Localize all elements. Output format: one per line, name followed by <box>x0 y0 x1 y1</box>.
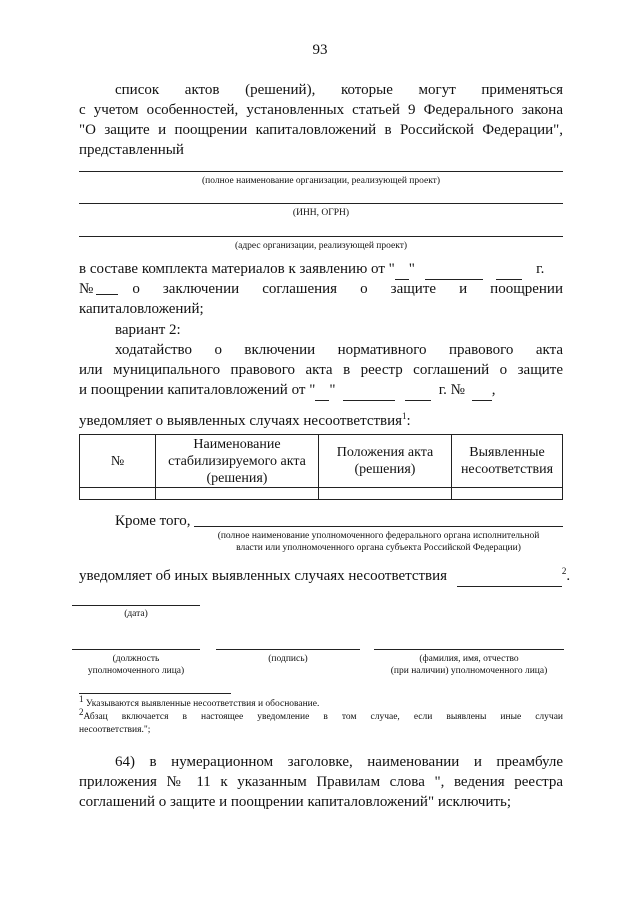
variant1-line-3: капиталовложений; <box>79 301 204 317</box>
intro-line-2: с учетом особенностей, установленных статьей 9 Федерального закона <box>79 102 563 118</box>
footnote-2-line-1 <box>79 706 563 723</box>
footnote-2-text: Абзац включается в настоящее уведомление в том случае, если выявлены иные случаи <box>83 712 563 722</box>
date-line <box>72 605 200 606</box>
variant1-text: в составе комплекта материалов к заявлению от " <box>79 261 395 277</box>
intro-line-4: представленный <box>79 142 184 158</box>
number-blank <box>96 279 118 295</box>
variant2-line-3 <box>79 380 495 401</box>
org-name-line <box>79 171 563 172</box>
inn-ogrn-caption: (ИНН, ОГРН) <box>292 208 350 218</box>
variant2-year-number: г. № <box>438 382 465 398</box>
variant2-quote: " <box>329 382 336 398</box>
variant1-year-suffix: г. <box>536 261 545 277</box>
address-caption: (адрес организации, реализующей проект) <box>234 241 408 251</box>
notify-other-blank <box>457 571 562 587</box>
sign-caption: (подпись) <box>268 654 308 664</box>
table-cell[interactable] <box>319 488 452 500</box>
authority-caption-2: власти или уполномоченного органа субъекта Российской Федерации) <box>236 543 521 553</box>
variant2-comma: , <box>491 382 496 398</box>
intro-line-3: "О защите и поощрении капиталовложений в Российской Федерации", <box>79 122 563 138</box>
variant1-line-1 <box>79 259 563 280</box>
notify-line <box>79 411 411 432</box>
authority-line <box>194 526 563 527</box>
acts-table <box>79 434 563 500</box>
footnote-ref-2: 2 <box>561 566 567 576</box>
position-caption-2: уполномоченного лица) <box>87 666 185 676</box>
v2-year-blank <box>405 385 431 401</box>
item64-line-3: соглашений о защите и поощрении капиталовложений" исключить; <box>79 794 512 810</box>
variant1-line-2 <box>79 279 563 300</box>
notify-other-period: . <box>566 568 571 584</box>
footnote-separator <box>79 693 231 694</box>
month-blank <box>425 264 483 280</box>
footnote-2-line-2: несоответствия."; <box>79 725 151 735</box>
org-name-caption: (полное наименование организации, реализующей проект) <box>201 176 440 186</box>
header-act-provisions: Положения акта (решения) <box>319 435 452 488</box>
number-sign: № <box>79 281 94 297</box>
footnote-1-ref: 1 <box>79 693 84 704</box>
variant2-line-2: или муниципального правового акта в реестр соглашений о защите <box>79 362 563 378</box>
year-blank <box>496 264 522 280</box>
fio-line <box>374 649 564 650</box>
footnote-ref-1: 1 <box>402 411 407 421</box>
v2-day-blank <box>315 385 329 401</box>
item64-line-1: 64) в нумерационном заголовке, наименовании и преамбуле <box>115 754 563 770</box>
notify-other-text: уведомляет об иных выявленных случаях несоответствия <box>79 568 448 584</box>
variant1-quote: " <box>408 261 415 277</box>
page-number: 93 <box>312 42 328 58</box>
table-cell[interactable] <box>80 488 156 500</box>
intro-line-1: список актов (решений), которые могут применяться <box>115 82 563 98</box>
table-header-row <box>80 435 563 488</box>
header-act-name: Наименование стабилизируемого акта (решения) <box>156 435 319 488</box>
day-blank <box>395 264 409 280</box>
header-number: № <box>80 435 156 488</box>
variant2-line-1: ходатайство о включении нормативного правового акта <box>115 342 563 358</box>
position-line <box>72 649 200 650</box>
footnote-1 <box>79 693 563 710</box>
footnote-1-text: Указываются выявленные несоответствия и обоснование. <box>85 699 320 709</box>
position-caption-1: (должность <box>112 654 160 664</box>
variant1-line-2-text: о заключении соглашения о защите и поощрении <box>132 281 563 297</box>
notify-other-line <box>79 566 570 587</box>
fio-caption-2: (при наличии) уполномоченного лица) <box>390 666 548 676</box>
notify-colon: : <box>406 413 411 429</box>
v2-month-blank <box>343 385 395 401</box>
address-line <box>79 236 563 237</box>
notify-text: уведомляет о выявленных случаях несоответствия <box>79 413 403 429</box>
fio-caption-1: (фамилия, имя, отчество <box>419 654 519 664</box>
kromet-text: Кроме того, <box>115 513 191 529</box>
table-cell[interactable] <box>452 488 563 500</box>
inn-ogrn-line <box>79 203 563 204</box>
sign-line <box>216 649 360 650</box>
authority-caption-1: (полное наименование уполномоченного федерального органа исполнительной <box>217 531 540 541</box>
item64-line-2: приложения № 11 к указанным Правилам слова ", ведения реестра <box>79 774 563 790</box>
variant2-label: вариант 2: <box>115 322 181 338</box>
v2-number-blank <box>472 385 492 401</box>
variant2-text: и поощрении капиталовложений от " <box>79 382 316 398</box>
header-nonconformities: Выявленные несоответствия <box>452 435 563 488</box>
footnote-2-ref: 2 <box>79 706 84 717</box>
date-caption: (дата) <box>124 609 148 619</box>
table-cell[interactable] <box>156 488 319 500</box>
table-row <box>80 488 563 500</box>
